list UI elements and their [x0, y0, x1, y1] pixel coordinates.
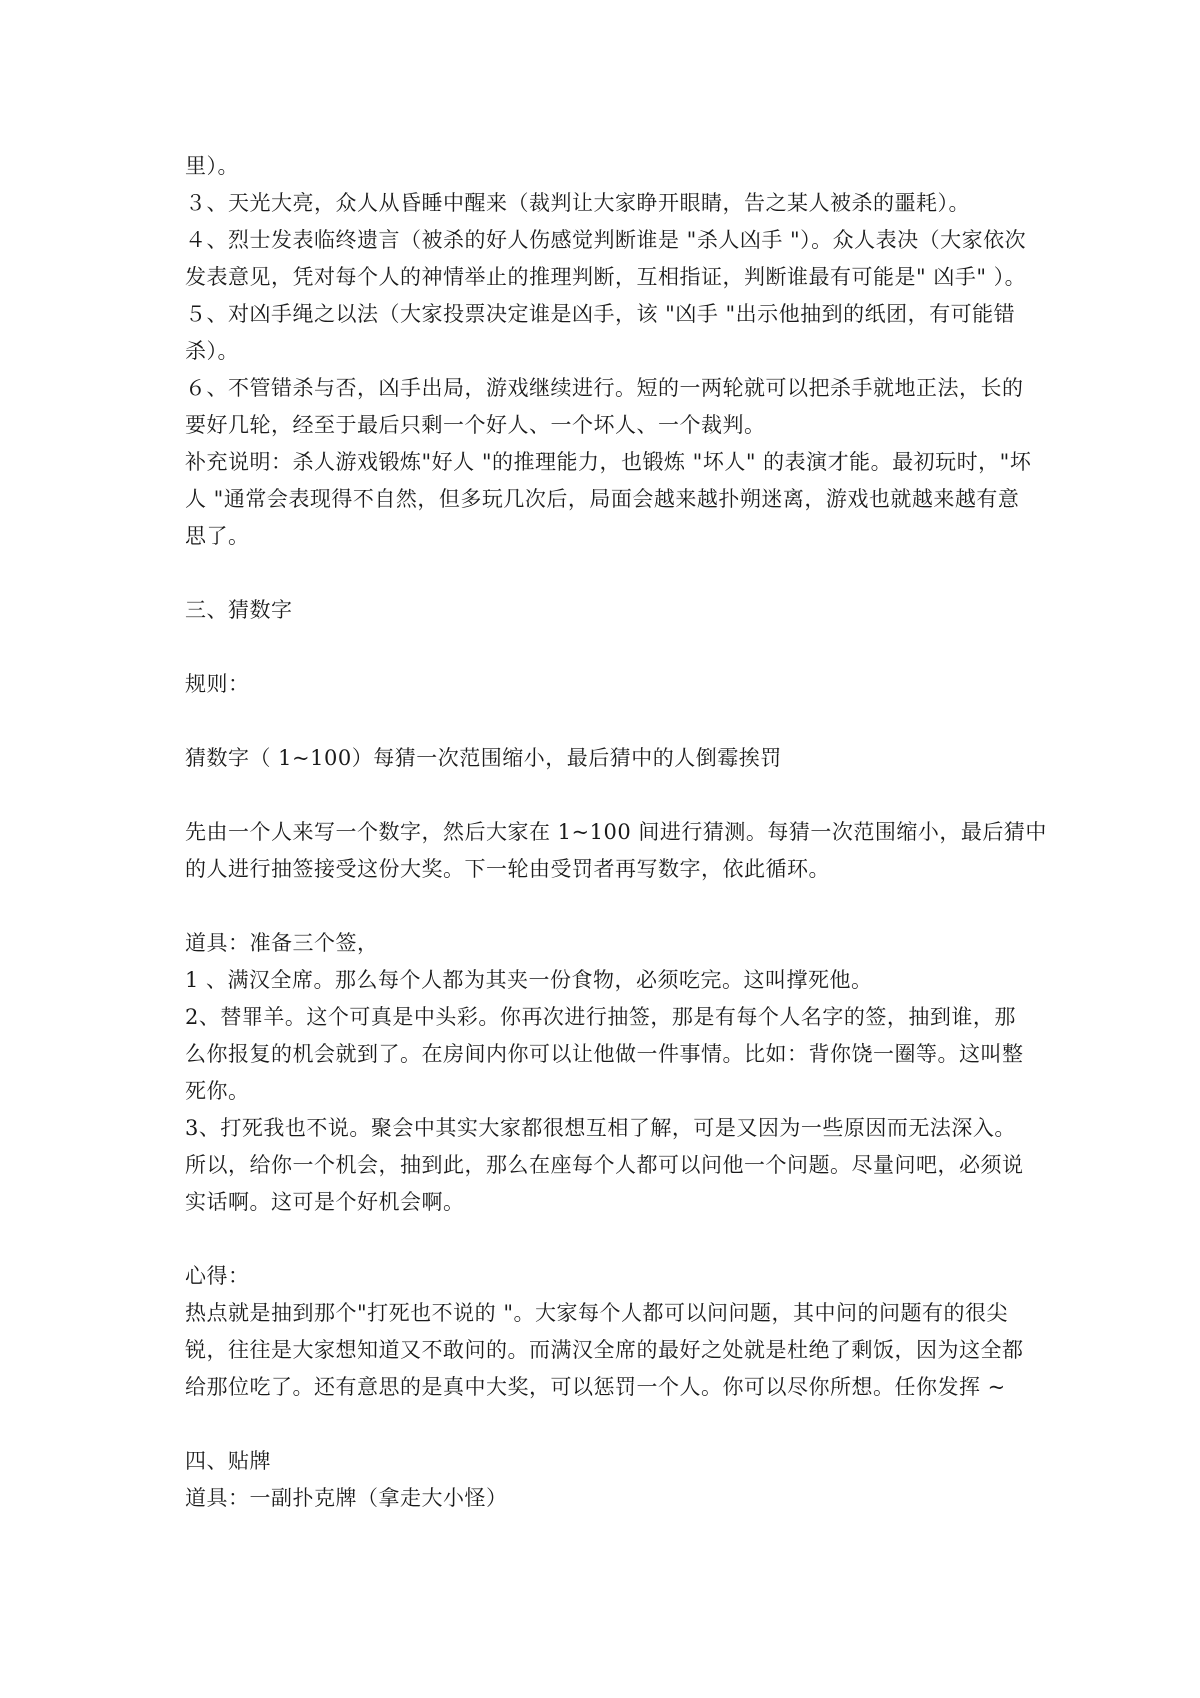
text-line: 死你。: [185, 1079, 250, 1103]
subheading: 规则：: [185, 672, 250, 696]
text-line: ４、烈士发表临终遗言（被杀的好人伤感觉判断谁是 "杀人凶手 "）。众人表决（大家依次: [185, 228, 1027, 252]
blank-line: [185, 888, 1025, 925]
section-heading: 四、贴牌: [185, 1449, 271, 1473]
text-line: 的人进行抽签接受这份大奖。下一轮由受罚者再写数字，依此循环。: [185, 857, 830, 881]
text-line: 道具：一副扑克牌（拿走大小怪）: [185, 1486, 508, 1510]
blank-line: [185, 777, 1025, 814]
blank-line: [185, 1406, 1025, 1443]
text-line: 发表意见，凭对每个人的神情举止的推理判断，互相指证，判断谁最有可能是" 凶手" ）。: [185, 265, 1027, 289]
text-line: 么你报复的机会就到了。在房间内你可以让他做一件事情。比如：背你饶一圈等。这叫整: [185, 1042, 1024, 1066]
text-line: 补充说明：杀人游戏锻炼"好人 "的推理能力，也锻炼 "坏人" 的表演才能。最初玩时，"坏: [185, 450, 1032, 474]
text-line: ６、不管错杀与否，凶手出局，游戏继续进行。短的一两轮就可以把杀手就地正法，长的: [185, 376, 1024, 400]
text-line: 1 、满汉全席。那么每个人都为其夹一份食物，必须吃完。这叫撑死他。: [185, 968, 873, 992]
text-line: 要好几轮，经至于最后只剩一个好人、一个坏人、一个裁判。: [185, 413, 766, 437]
blank-line: [185, 703, 1025, 740]
text-line: ３、天光大亮，众人从昏睡中醒来（裁判让大家睁开眼睛，告之某人被杀的噩耗）。: [185, 191, 970, 215]
text-line: 给那位吃了。还有意思的是真中大奖，可以惩罚一个人。你可以尽你所想。任你发挥 ~: [185, 1375, 1006, 1399]
blank-line: [185, 629, 1025, 666]
text-line: 思了。: [185, 524, 250, 548]
text-line: 2、替罪羊。这个可真是中头彩。你再次进行抽签，那是有每个人名字的签，抽到谁，那: [185, 1005, 1016, 1029]
text-line: 里）。: [185, 154, 239, 178]
subheading: 心得：: [185, 1264, 250, 1288]
text-line: 先由一个人来写一个数字，然后大家在 1~100 间进行猜测。每猜一次范围缩小，最后猜中: [185, 820, 1047, 844]
text-line: 热点就是抽到那个"打死也不说的 "。大家每个人都可以问问题，其中问的问题有的很尖: [185, 1301, 1008, 1325]
text-line: 杀）。: [185, 339, 239, 363]
blank-line: [185, 1221, 1025, 1258]
text-line: ５、对凶手绳之以法（大家投票决定谁是凶手，该 "凶手 "出示他抽到的纸团，有可能错: [185, 302, 1016, 326]
section-heading: 三、猜数字: [185, 598, 293, 622]
blank-line: [185, 555, 1025, 592]
text-line: 所以，给你一个机会，抽到此，那么在座每个人都可以问他一个问题。尽量问吧，必须说: [185, 1153, 1024, 1177]
text-line: 锐，往往是大家想知道又不敢问的。而满汉全席的最好之处就是杜绝了剩饭，因为这全都: [185, 1338, 1024, 1362]
text-line: 3、打死我也不说。聚会中其实大家都很想互相了解，可是又因为一些原因而无法深入。: [185, 1116, 1016, 1140]
text-line: 人 "通常会表现得不自然，但多玩几次后，局面会越来越扑朔迷离，游戏也就越来越有意: [185, 487, 1020, 511]
document-body: [185, 148, 1047, 1517]
text-line: 实话啊。这可是个好机会啊。: [185, 1190, 465, 1214]
text-line: 道具：准备三个签，: [185, 931, 379, 955]
text-line: 猜数字（ 1~100）每猜一次范围缩小，最后猜中的人倒霉挨罚: [185, 746, 782, 770]
